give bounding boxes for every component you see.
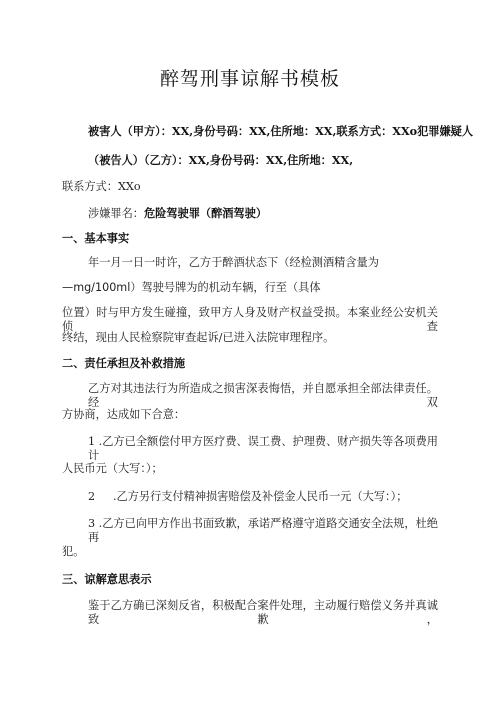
item3-line2: 犯。 (62, 545, 85, 558)
section1-line2-rest: ）驾驶号牌为的机动车辆，行至（具体 (130, 281, 321, 294)
charge-label: 涉嫌罪名： (88, 207, 144, 220)
item1-line1: 1 .乙方已全额偿付甲方医疗费、误工费、护理费、财产损失等各项费用计 (88, 435, 438, 462)
document-title: 醉驾刑事谅解书模板 (159, 68, 340, 90)
section2-heading: 二、责任承担及补救措施 (62, 356, 186, 370)
item3-line1: 3 .乙方已向甲方作出书面致歉，承诺严格遵守道路交通安全法规，杜绝再 (88, 517, 438, 544)
section2-intro-line1: 乙方对其违法行为所造成之损害深表悔悟，并自愿承担全部法律责任。经双 (88, 382, 438, 409)
section1-line1: 年一月一日一时许，乙方于醉酒状态下（经检测酒精含量为 (88, 256, 379, 269)
charge-value: 危险驾驶罪（醉酒驾驶） (143, 206, 268, 220)
section3-line1: 鉴于乙方确已深刻反省，积极配合案件处理，主动履行赔偿义务并真诚致歉， (88, 599, 438, 626)
section1-line2 (62, 281, 321, 295)
section1-line3: 位置）时与甲方发生碰撞，致甲方人身及财产权益受损。本案业经公安机关侦查 (62, 306, 438, 333)
alcohol-unit: —mg/100ml (62, 281, 131, 294)
item2-text: .乙方另行支付精神损害赔偿及补偿金人民币一元（大写：）； (113, 490, 408, 503)
victim-info-line: 被害人（甲方）：XX,身份号码：XX,住所地：XX,联系方式：XXo犯罪嫌疑人 (88, 124, 474, 138)
section2-intro-line2: 方协商，达成如下合意： (62, 408, 186, 421)
contact-info-line: 联系方式：XXo (62, 180, 141, 193)
section3-heading: 三、谅解意思表示 (62, 572, 152, 586)
section1-line4: 终结，现由人民检察院审查起诉/已进入法院审理程序。 (62, 331, 335, 344)
section1-heading: 一、基本事实 (62, 231, 130, 245)
charge-line (88, 206, 267, 221)
item1-line2: 人民币元（大写：）； (62, 462, 163, 475)
suspect-info-line: （被告人）（乙方）：XX,身份号码：XX,住所地：XX, (88, 153, 354, 167)
item2-number: 2 (88, 490, 96, 503)
